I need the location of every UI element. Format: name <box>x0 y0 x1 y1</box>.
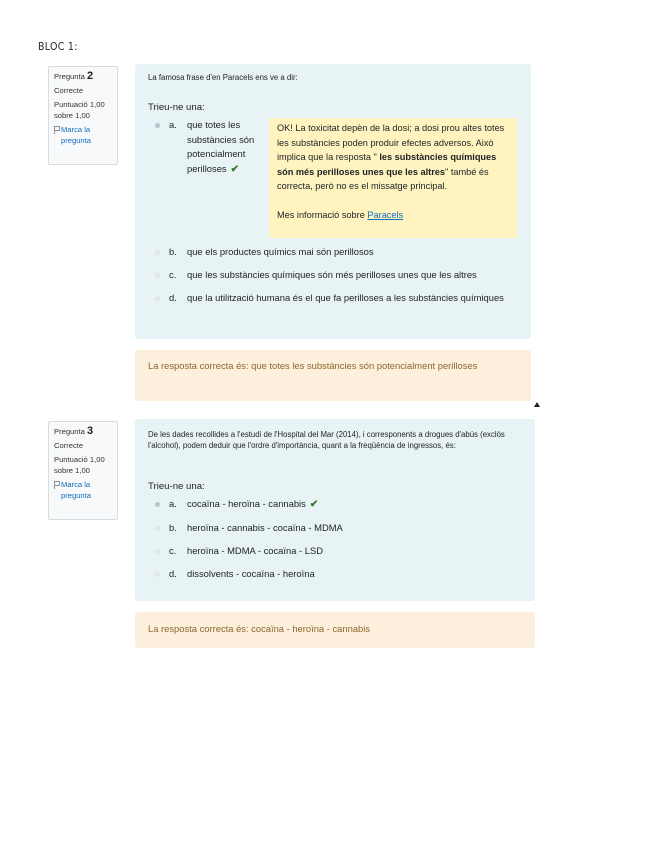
option-text: heroïna - cannabis - cocaïna - MDMA <box>187 522 343 533</box>
option-text: que les substàncies químiques són més perilloses unes que les altres <box>187 269 477 280</box>
radio-b[interactable] <box>155 250 160 255</box>
option-text: dissolvents - cocaïna - heroïna <box>187 568 315 579</box>
option-text: cocaïna - heroïna - cannabis <box>187 498 306 509</box>
scroll-marker-icon <box>534 402 540 407</box>
answer-prompt: Trieu-ne una: <box>148 102 205 113</box>
question-number: Pregunta 2 <box>54 70 94 82</box>
radio-c[interactable] <box>155 273 160 278</box>
right-answer: La resposta correcta és: cocaïna - heroïna - cannabis <box>135 612 535 648</box>
flag-question-link[interactable]: Marca la pregunta <box>54 125 112 146</box>
option-text: que els productes químics mai són perillosos <box>187 246 374 257</box>
question-grade: Puntuació 1,00 sobre 1,00 <box>54 100 105 120</box>
question-grade: Puntuació 1,00 sobre 1,00 <box>54 455 105 475</box>
radio-a[interactable] <box>155 502 160 507</box>
radio-d[interactable] <box>155 572 160 577</box>
question-text: De les dades recollides a l'estudi de l'Hospital del Mar (2014), i corresponents a drogues d'abús (exclòs l'alcohol), podem deduir que l'ordre d'importància, quant a la freqüència de ingressos, és: <box>148 430 505 450</box>
question-state: Correcte <box>54 440 84 450</box>
option-text: heroïna - MDMA - cocaïna - LSD <box>187 545 323 556</box>
question-state: Correcte <box>54 85 84 95</box>
specific-feedback: OK! La toxicitat depèn de la dosi; a dosi prou altes totes les substàncies poden produir efectes adversos. Això implica que la resposta " les substàncies químiques són més perilloses unes que les altres" també és correcta, però no es el missatge principal. Mes informació sobre Paracels <box>269 118 517 238</box>
flag-question-link[interactable]: Marca la pregunta <box>54 480 112 501</box>
radio-b[interactable] <box>155 526 160 531</box>
option-text: que la utilització humana és el que fa perilloses a les substàncies químiques <box>187 292 504 303</box>
check-icon: ✔ <box>309 499 319 510</box>
question-text: La famosa frase d'en Paracels ens ve a dir: <box>148 73 298 82</box>
flag-icon <box>54 126 59 134</box>
radio-c[interactable] <box>155 549 160 554</box>
question-number: Pregunta 3 <box>54 425 94 437</box>
question-info <box>48 421 118 520</box>
radio-d[interactable] <box>155 296 160 301</box>
check-icon: ✔ <box>230 163 239 175</box>
paracels-link[interactable]: Paracels <box>367 209 404 220</box>
answer-prompt: Trieu-ne una: <box>148 481 205 492</box>
option-text: que totes les substàncies són potencialment perilloses <box>187 119 255 174</box>
right-answer: La resposta correcta és: que totes les substàncies són potencialment perilloses <box>135 350 531 401</box>
flag-icon <box>54 481 59 489</box>
question-info <box>48 66 118 165</box>
section-title: BLOC 1: <box>38 41 78 53</box>
radio-a[interactable] <box>155 123 160 128</box>
